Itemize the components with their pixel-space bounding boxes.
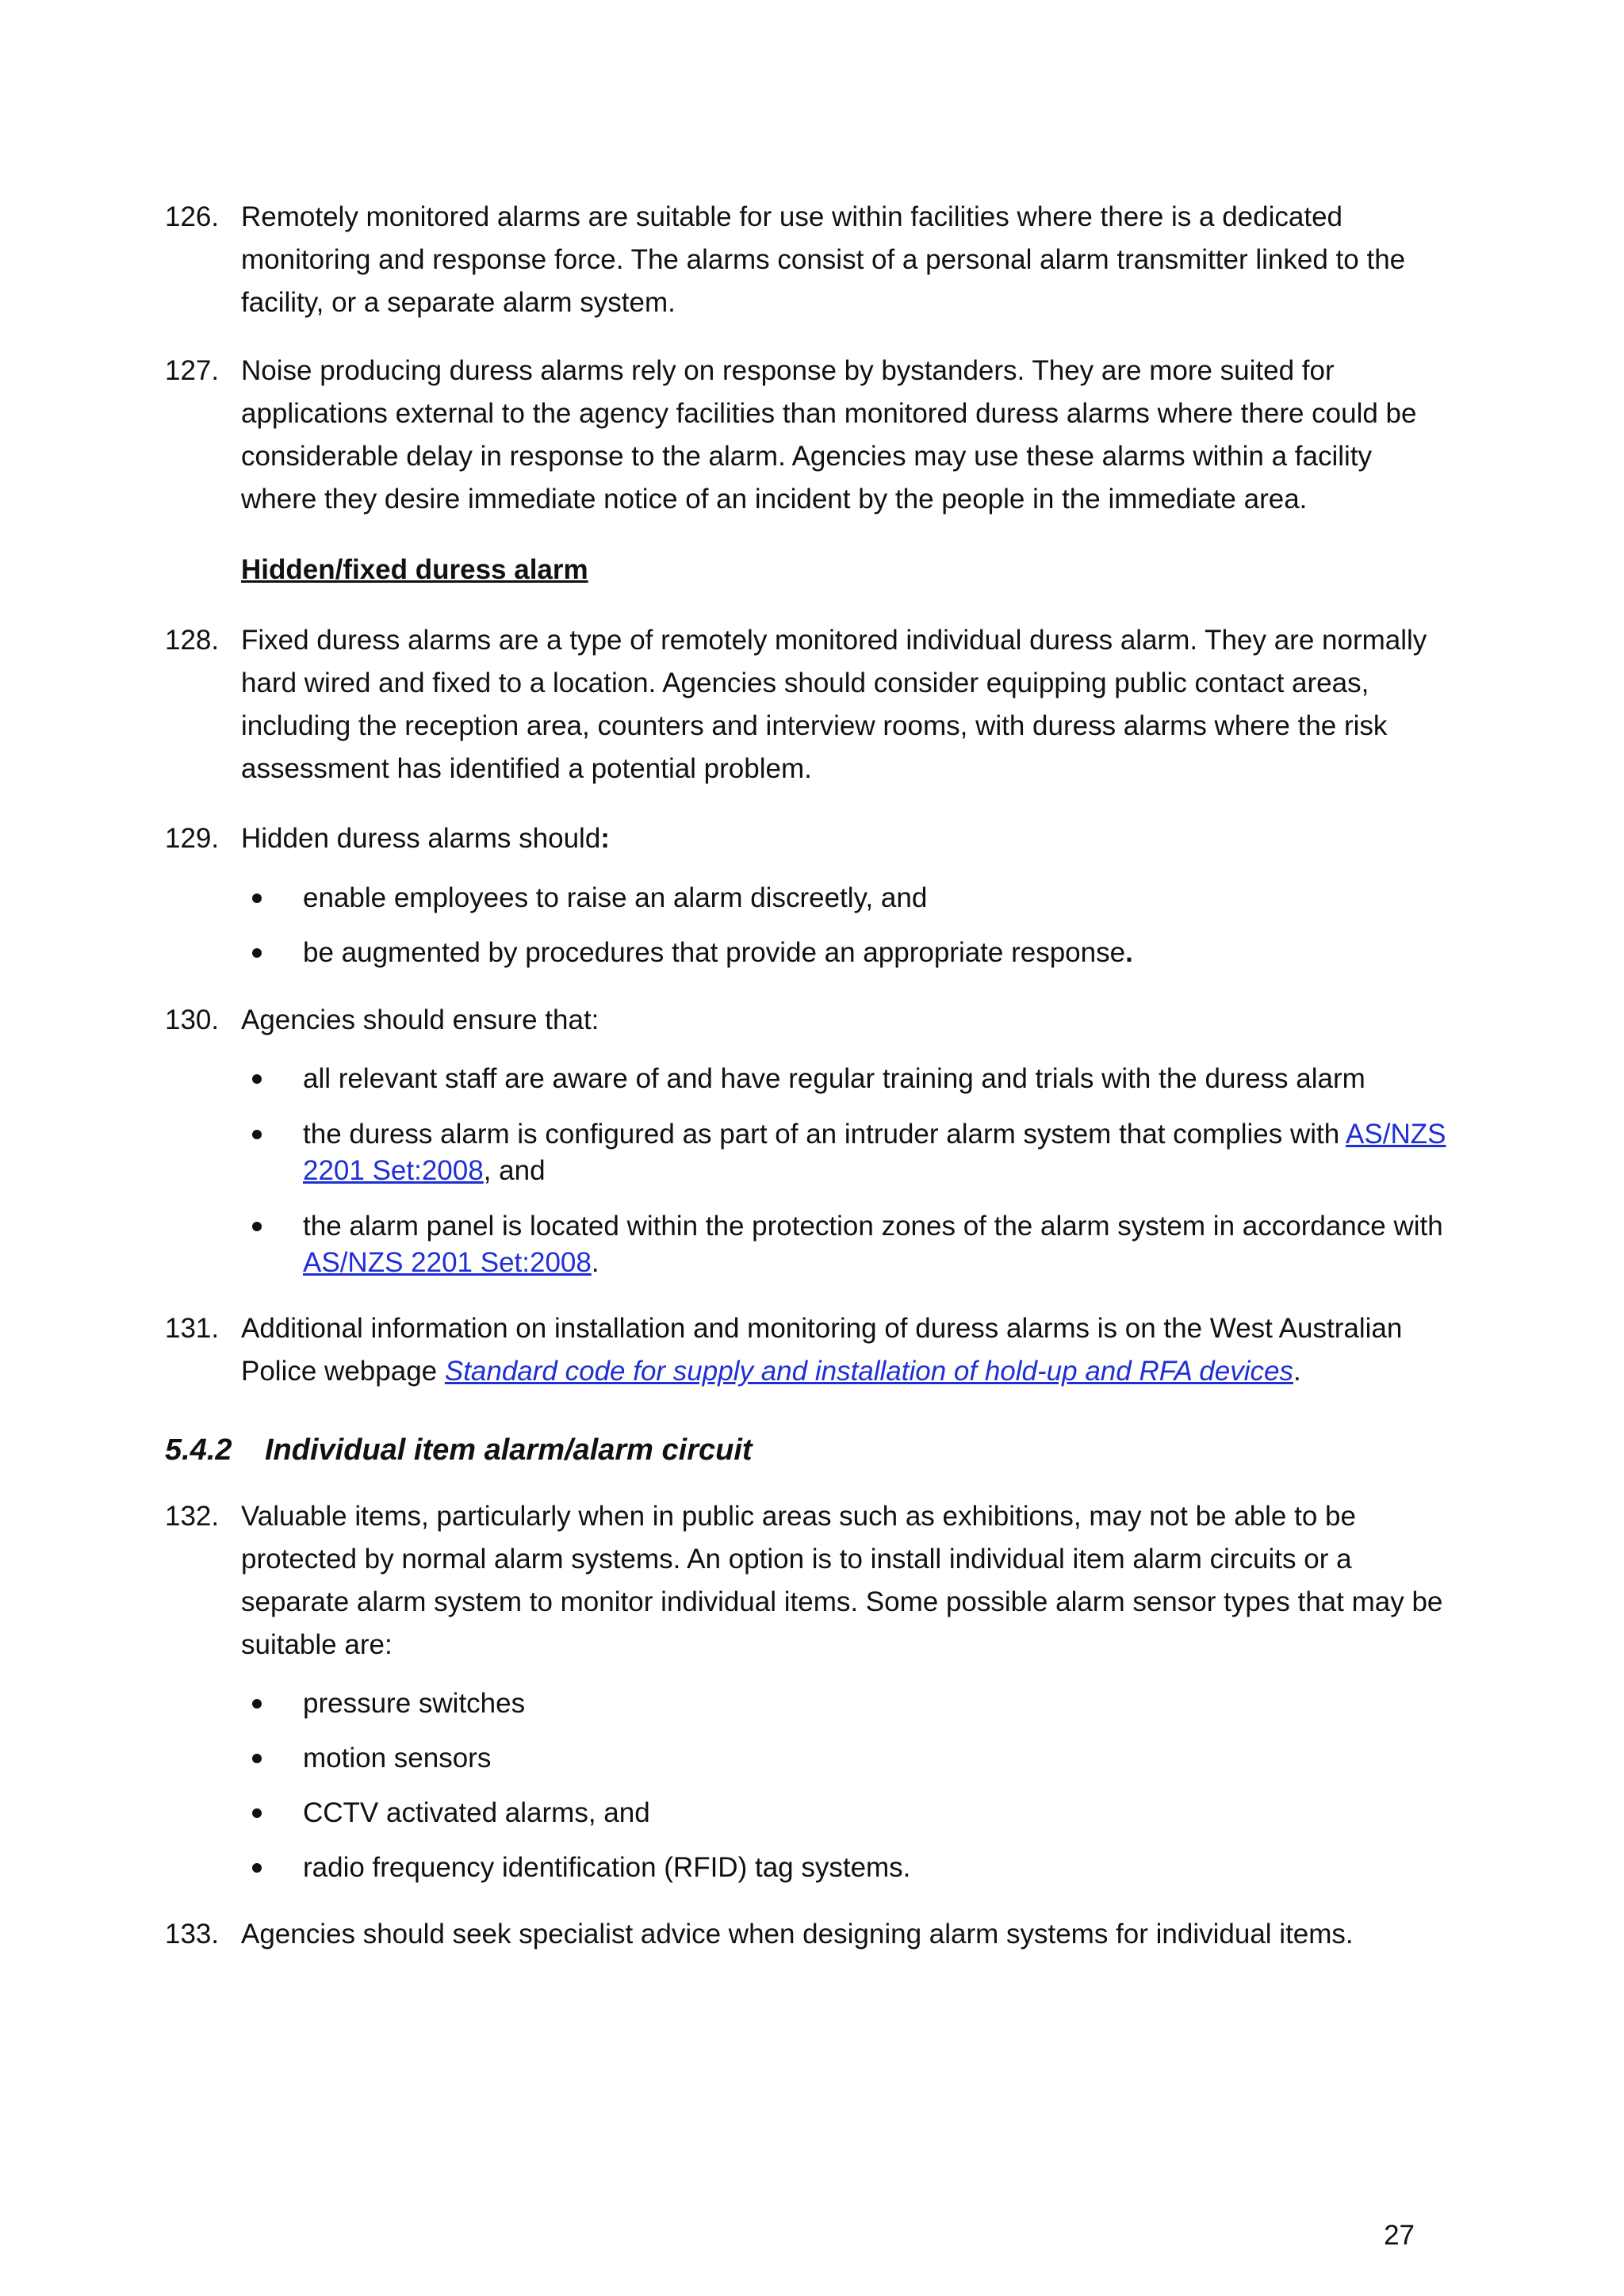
bullet-text: radio frequency identification (RFID) tag systems.: [303, 1852, 911, 1883]
standard-link[interactable]: AS/NZS 2201 Set:2008: [303, 1247, 592, 1278]
standard-link[interactable]: AS/NZS: [1346, 1119, 1446, 1150]
paragraph-129: [165, 817, 1465, 860]
paragraph-line: Valuable items, particularly when in public areas such as exhibitions, may not be able to be: [241, 1501, 1356, 1532]
paragraph-number: 127.: [165, 355, 220, 386]
paragraph-number: 126.: [165, 201, 220, 232]
bullet-text: all relevant staff are aware of and have regular training and trials with the duress alarm: [303, 1063, 1365, 1094]
paragraph-line: facility, or a separate alarm system.: [241, 287, 676, 318]
bullet-dot-icon: [252, 1222, 262, 1231]
bullet-dot-icon: [252, 1074, 262, 1084]
webpage-link[interactable]: Standard code for supply and installation of hold-up and RFA devices: [444, 1356, 1293, 1387]
paragraph-number: 132.: [165, 1501, 220, 1532]
bullet-text: be augmented by procedures that provide an appropriate response: [303, 937, 1126, 968]
paragraph-line: considerable delay in response to the alarm. Agencies may use these alarms within a facility: [241, 441, 1373, 472]
bullet-text: , and: [483, 1155, 546, 1186]
bullet-dot-icon: [252, 1808, 262, 1818]
bullet-dot-icon: [252, 894, 262, 903]
paragraph-colon: :: [600, 823, 610, 854]
bullet-item: [252, 880, 1473, 916]
bullet-item: [252, 1686, 1473, 1722]
bullet-text: motion sensors: [303, 1743, 492, 1774]
bullet-dot-icon: [252, 1130, 262, 1139]
paragraph-line: where they desire immediate notice of an incident by the people in the immediate area.: [241, 484, 1308, 515]
section-title: Individual item alarm/alarm circuit: [265, 1433, 753, 1467]
paragraph-line: protected by normal alarm systems. An option is to install individual item alarm circuits or a: [241, 1544, 1352, 1575]
paragraph-number: 130.: [165, 1004, 220, 1035]
bullet-item: [252, 1740, 1473, 1777]
paragraph-line: Noise producing duress alarms rely on response by bystanders. They are more suited for: [241, 355, 1335, 386]
paragraph-131: [165, 1307, 1465, 1393]
bullet-end-punct: .: [1125, 937, 1133, 968]
bullet-item: [252, 1116, 1473, 1189]
bullet-text: pressure switches: [303, 1688, 526, 1719]
bullet-item: [252, 935, 1473, 971]
paragraph-text: Police webpage: [241, 1356, 445, 1387]
paragraph-133: [165, 1913, 1465, 1956]
bullet-dot-icon: [252, 1863, 262, 1873]
section-number: 5.4.2: [165, 1433, 232, 1467]
page-number: 27: [1384, 2220, 1415, 2251]
paragraph-line: Additional information on installation and monitoring of duress alarms is on the West Australian: [241, 1313, 1403, 1344]
bullet-dot-icon: [252, 1699, 262, 1709]
paragraph-line: separate alarm system to monitor individual items. Some possible alarm sensor types that may be: [241, 1586, 1443, 1617]
paragraph-line: suitable are:: [241, 1629, 393, 1660]
section-heading: [165, 1429, 753, 1471]
bullet-text: CCTV activated alarms, and: [303, 1797, 650, 1828]
paragraph-line: monitoring and response force. The alarms consist of a personal alarm transmitter linked to the: [241, 244, 1406, 275]
paragraph-line: hard wired and fixed to a location. Agencies should consider equipping public contact areas,: [241, 668, 1369, 698]
paragraph-130: [165, 999, 1465, 1042]
paragraph-text: Hidden duress alarms should: [241, 823, 601, 854]
bullet-text: the alarm panel is located within the protection zones of the alarm system in accordance with: [303, 1211, 1443, 1242]
paragraph-132: [165, 1495, 1465, 1667]
paragraph-line: including the reception area, counters and interview rooms, with duress alarms where the risk: [241, 710, 1388, 741]
paragraph-number: 133.: [165, 1919, 220, 1950]
standard-link[interactable]: 2201 Set:2008: [303, 1155, 484, 1186]
bullet-item: [252, 1795, 1473, 1831]
bullet-item: [252, 1061, 1473, 1097]
paragraph-text: Agencies should ensure that:: [241, 1004, 599, 1035]
bullet-dot-icon: [252, 948, 262, 958]
subheading: Hidden/fixed duress alarm: [241, 554, 588, 585]
paragraph-number: 131.: [165, 1313, 220, 1344]
bullet-text: the duress alarm is configured as part of an intruder alarm system that complies with: [303, 1119, 1346, 1150]
paragraph-line: Fixed duress alarms are a type of remotely monitored individual duress alarm. They are normally: [241, 625, 1427, 656]
paragraph-line: assessment has identified a potential problem.: [241, 753, 812, 784]
paragraph-128: [165, 619, 1465, 790]
paragraph-line: Remotely monitored alarms are suitable for use within facilities where there is a dedicated: [241, 201, 1342, 232]
bullet-item: [252, 1208, 1473, 1281]
paragraph-line: applications external to the agency facilities than monitored duress alarms where there could be: [241, 398, 1417, 429]
paragraph-number: 129.: [165, 823, 220, 854]
bullet-item: [252, 1850, 1473, 1886]
paragraph-127: [165, 350, 1465, 521]
bullet-text: enable employees to raise an alarm discreetly, and: [303, 882, 928, 913]
paragraph-126: [165, 196, 1465, 324]
bullet-text: .: [591, 1247, 599, 1278]
paragraph-text: .: [1293, 1356, 1301, 1387]
bullet-dot-icon: [252, 1754, 262, 1763]
paragraph-number: 128.: [165, 625, 220, 656]
paragraph-text: Agencies should seek specialist advice when designing alarm systems for individual items.: [241, 1919, 1354, 1950]
